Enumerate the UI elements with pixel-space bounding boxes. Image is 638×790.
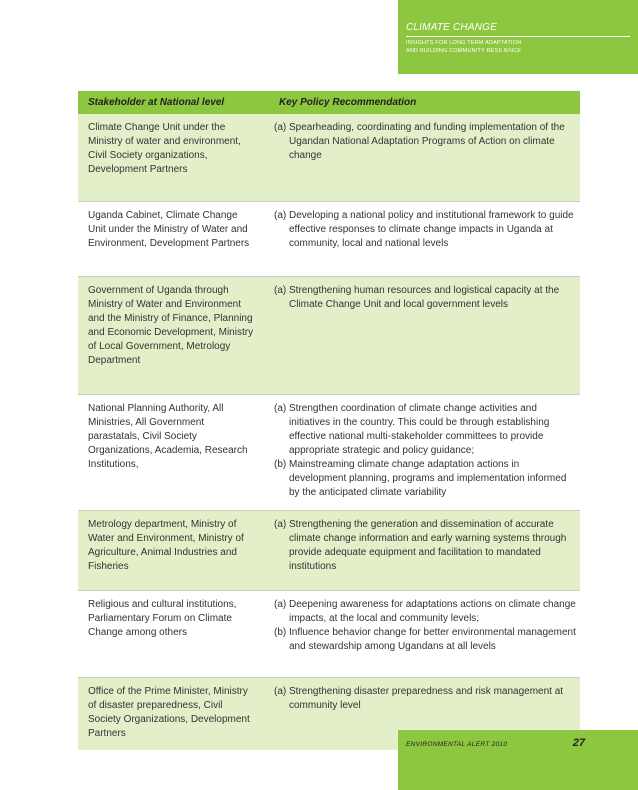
item-text: Influence behavior change for better environmental management and stewardship among Ugandans at all levels <box>289 627 576 652</box>
stakeholder-cell: Climate Change Unit under the Ministry of water and environment, Civil Society organizations, Development Partners <box>88 122 241 175</box>
item-text: Strengthening human resources and logistical capacity at the Climate Change Unit and local government levels <box>289 285 560 310</box>
footer-publication: ENVIRONMENTAL ALERT 2010 <box>406 741 508 748</box>
column-header-stakeholder: Stakeholder at National level <box>88 97 225 108</box>
recommendation-cell <box>274 402 576 500</box>
stakeholder-table <box>78 91 580 750</box>
table-row <box>78 202 580 277</box>
header-title: CLIMATE CHANGE <box>406 22 497 33</box>
header-subtitle-line2: AND BUILDING COMMUNITY RESILIENCE <box>406 48 522 54</box>
recommendation-item <box>274 121 576 163</box>
item-text: Strengthening the generation and dissemination of accurate climate change information and early warning systems through provide adequate equipment and facilitation to mandated institutions <box>289 519 567 572</box>
item-label: (a) <box>274 285 287 296</box>
stakeholder-cell: National Planning Authority, All Ministries, All Government parastatals, Civil Society Organizations, Academia, Research Institutions, <box>88 403 248 470</box>
item-label: (a) <box>274 519 287 530</box>
item-label: (a) <box>274 403 287 414</box>
column-header-recommendation: Key Policy Recommendation <box>279 97 417 108</box>
recommendation-item <box>274 685 576 713</box>
recommendation-cell <box>274 121 576 163</box>
footer-band <box>398 730 638 790</box>
item-label: (a) <box>274 210 287 221</box>
recommendation-item <box>274 458 576 500</box>
table-row <box>78 395 580 511</box>
item-label: (b) <box>274 627 287 638</box>
recommendation-cell <box>274 284 576 312</box>
stakeholder-cell: Metrology department, Ministry of Water and Environment, Ministry of Agriculture, Animal Industries and Fisheries <box>88 519 244 572</box>
recommendation-item <box>274 209 576 251</box>
stakeholder-cell: Religious and cultural institutions, Parliamentary Forum on Climate Change among others <box>88 599 237 638</box>
item-text: Deepening awareness for adaptations actions on climate change impacts, at the local and community levels; <box>289 599 576 624</box>
item-label: (a) <box>274 686 287 697</box>
recommendation-cell <box>274 209 576 251</box>
item-text: Strengthen coordination of climate change activities and initiatives in the country. This could be through establishing effective national multi-stakeholder committees to provide appropriate strategic and policy guidance; <box>289 403 550 456</box>
table-row <box>78 114 580 202</box>
item-label: (a) <box>274 122 287 133</box>
recommendation-cell <box>274 518 576 574</box>
item-text: Strengthening disaster preparedness and risk management at community level <box>289 686 564 711</box>
item-text: Spearheading, coordinating and funding implementation of the Ugandan National Adaptation Programs of Action on climate change <box>289 122 565 161</box>
recommendation-item <box>274 626 576 654</box>
header-divider <box>406 36 630 37</box>
table-header <box>78 91 580 114</box>
recommendation-cell <box>274 598 576 654</box>
item-label: (a) <box>274 599 287 610</box>
recommendation-item <box>274 284 576 312</box>
table-row <box>78 591 580 678</box>
header-subtitle-line1: INSIGHTS FOR LONG TERM ADAPTATION <box>406 40 522 46</box>
page-number: 27 <box>572 737 585 749</box>
recommendation-item <box>274 598 576 626</box>
header-band <box>398 0 638 74</box>
recommendation-cell <box>274 685 576 713</box>
item-text: Mainstreaming climate change adaptation actions in development planning, programs and implementation informed by the anticipated climate variability <box>289 459 567 498</box>
recommendation-item <box>274 402 576 458</box>
table-row <box>78 277 580 395</box>
recommendation-item <box>274 518 576 574</box>
item-label: (b) <box>274 459 287 470</box>
stakeholder-cell: Uganda Cabinet, Climate Change Unit under the Ministry of Water and Environment, Development Partners <box>88 210 250 249</box>
table-row <box>78 511 580 591</box>
stakeholder-cell: Office of the Prime Minister, Ministry of disaster preparedness, Civil Society Organizations, Development Partners <box>88 686 250 739</box>
stakeholder-cell: Government of Uganda through Ministry of Water and Environment and the Ministry of Finance, Planning and Economic Development, Ministry of Local Government, Metrology Department <box>88 285 254 366</box>
item-text: Developing a national policy and institutional framework to guide effective responses to climate change impacts in Uganda at community, local and national levels <box>289 210 574 249</box>
